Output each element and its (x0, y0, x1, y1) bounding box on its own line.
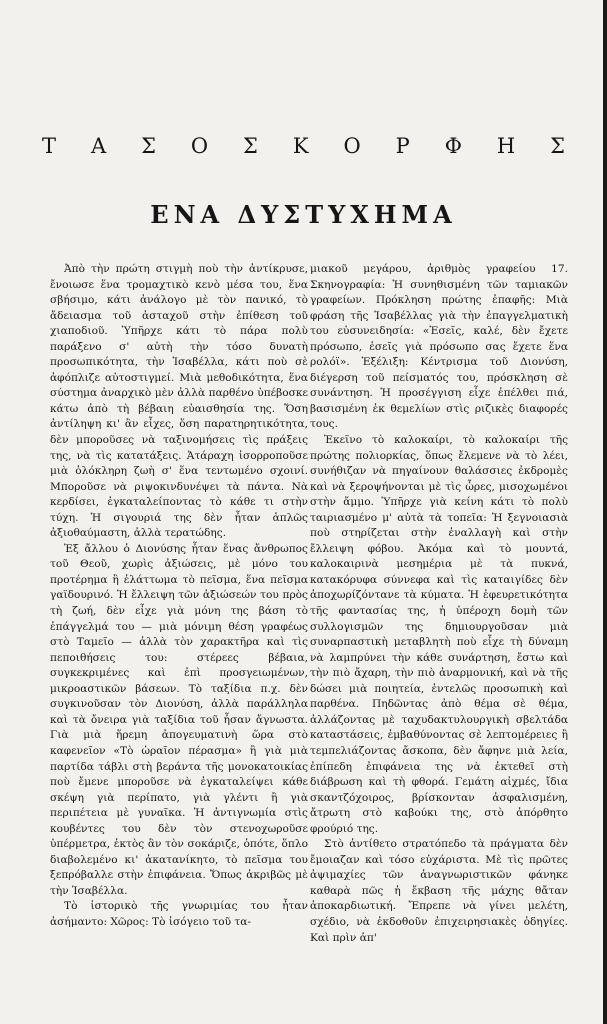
author-letter: Κ (292, 134, 309, 158)
paragraph: Ἐξ ἄλλου ὁ Διονύσης ἦταν ἕνας ἄνθρωπος τοῦ Θεοῦ, χωρὶς ἀξιώσεις, μὲ μόνο του προτέρημα ἢ ἐλάττωμα τὸ πεῖσμα, ἕνα πεῖσμα γαϊδουρινό. Ἡ ἔλλειψη τῶν ἀξιώσεών του πρὸς τὴ ζωή, δὲν εἶχε γιὰ μόνη της βάση τὸ ἐπάγγελμά του — μιὰ μόνιμη θέση γραφέως στὸ Ταμεῖο — ἀλλὰ τὸν χαρακτῆρα καὶ τὶς πεποιθήσεις του: στέρεες βέβαια, συγκεκριμένες καὶ ἐπὶ προσγειωμένων, μικροαστικῶν βάσεων. Τὸ ταξίδια π.χ. δὲν συγκινοῦσαν τὸν Διονύση, ἀλλὰ παράλληλα καὶ τὰ ὄνειρα γιὰ ταξίδια τοῦ ἦσαν ἄγνωστα. Γιὰ μιὰ ἥρεμη ἀπογευματινὴ ὥρα στὸ καφενεῖον «Τὸ ὡραῖον πέρασμα» ἢ γιὰ μιὰ παρτίδα τάβλι στὴ βεράντα τῆς μονοκατοικίας ποὺ ἔμενε μποροῦσε νὰ ἐγκαταλείψει κάθε σκέψη γιὰ περίπατο, γιὰ γλέντι ἢ γιὰ περιπέτεια μὲ γυναῖκα. Ἡ ἀντιγνωμία στὶς κουβέντες του δὲν τὸν στενοχωροῦσε ὑπέρμετρα, ἐκτὸς ἂν τὸν σοκάριζε, ὁπότε, ὅπλο διαβολεμένο κι' ἀκατανίκητο, τὸ πεῖσμα του ξεπρόβαλλε στὴν ἐπιφάνεια. Ὅπως ἀκριβῶς μὲ τὴν Ἰσαβέλλα. (50, 542, 308, 897)
author-letter: Σ (141, 134, 156, 158)
right-column (310, 262, 568, 946)
author-letter: Τ (42, 134, 57, 158)
paragraph: Τὸ ἱστορικὸ τῆς γνωριμίας του ἦταν ἀσήμαντο: Χῶρος: Τὸ ἰσόγειο τοῦ τα- (50, 900, 308, 928)
paragraph: Στὸ ἀντίθετο στρατόπεδο τὰ πράγματα δὲν ἔμοιαζαν καὶ τόσο εὐχάριστα. Μὲ τὶς πρῶτες ἀψιμαχίες τῶν ἀναγνωριστικῶν φάνηκε καθαρὰ πῶς ἡ ἔκβαση τῆς μάχης θἄταν ἀποκαρδιωτική. Ἔπρεπε νὰ γίνει μελέτη, σχέδιο, νὰ ἐκδοθοῦν ἐπιχειρησιακὲς ὁδηγίες. Καὶ πρὶν ἀπ' (310, 838, 568, 944)
author-letter: Ο (343, 134, 361, 158)
author-name (42, 134, 565, 158)
paragraph-continued: μιακοῦ μεγάρου, ἀριθμὸς γραφείου 17. Σκηνογραφία: Ἡ συνηθισμένη τῶν ταμιακῶν γραφείων. Πρόκληση πρώτης ἐπαφῆς: Μιὰ φράση τῆς Ἰσαβέλλας γιὰ τὴν ἐπαγγελματικὴ του εὐσυνειδησία: «Ἐσεῖς, καλέ, δὲν ἔχετε πρόσωπο, ἐσεῖς γιὰ πρόσωπο σας ἔχετε ἕνα ρολόϊ». Ἐξέλιξη: Κέντρισμα τοῦ Διονύση, διέγερση τοῦ πείσματός του, πρόσκληση σὲ συνάντηση. Ἡ προσέγγιση εἶχε ἐπέλθει πιά, βασισμένη ἐκ θεμελίων στὶς ριζικὲς διαφορές τους. (310, 263, 568, 431)
author-letter: Σ (550, 134, 565, 158)
author-letter: Η (496, 134, 516, 158)
page-edge (603, 0, 607, 1024)
author-letter: Φ (444, 134, 462, 158)
author-letter: Ρ (395, 134, 410, 158)
author-letter: Α (90, 134, 107, 158)
author-letter: Σ (243, 134, 258, 158)
left-column (50, 262, 308, 931)
author-letter: Ο (190, 134, 209, 158)
paragraph: Ἐκεῖνο τὸ καλοκαίρι, τὸ καλοκαίρι τῆς πρώτης πολιορκίας, ὅπως ἔλεμενε νὰ τὸ λέει, συνήθιζαν νὰ πηγαίνουν θαλάσσιες ἐκδρομὲς καὶ νὰ ξεροψήνονται μὲ τὶς ὧρες, μισοχωμένοι στὴν ἄμμο. Ὑπῆρχε γιὰ κείνη κάτι τὸ πολὺ ταιριασμένο μ' αὐτὰ τὰ τοπεῖα: Ἡ ξεγνοιασιὰ ποὺ στηρίζεται στὴν ἐναλλαγὴ καὶ στὴν ἔλλειψη φόβου. Ἀκόμα καὶ τὸ μουντά, καλοκαιρινὰ μεσημέρια μὲ τὰ πυκνά, κατακόρυφα σύννεφα καὶ τὶς καταιγίδες δὲν ἀποχωρίζόντανε τὰ κύματα. Ἡ ἐφευρετικότητα τῆς φαντασίας της, ἡ ὑπέροχη δομὴ τῶν συλλογισμῶν της δημιουργοῦσαν μιὰ συναρπαστικὴ μεταβλητὴ ποὺ εἶχε τὴ δύναμη νὰ λαμπρύνει τὴν κάθε συνάρτηση, ἔστω καὶ τὴν πιὸ ἄχαρη, τὴν πιὸ ἀναρμονική, καὶ νὰ τῆς δώσει μιὰ ποιητεία, ἐντελῶς προσωπικὴ καὶ παρθένα. Πηδῶντας ἀπὸ θέμα σὲ θέμα, ἀλλάζοντας μὲ ταχυδακτυλουργικὴ σβελτάδα καταστάσεις, ἐμβαθύνοντας σὲ λεπτομέρειες ἢ τεμπελιάζοντας ἄσκοπα, δὲν ἄφηνε μιὰ λεία, ἐπίπεδη ἐπιφάνεια της νὰ ἐκτεθεῖ στὴ διάβρωση καὶ τὴ φθορά. Γεμάτη αἰχμές, ἴδια σκαντζόχοιρος, βρίσκονταν ἀσφαλισμένη, ἄτρωτη στὸ καβούκι της, στὸ ἀπόρθητο φρούριό της. (310, 434, 568, 835)
paragraph: Ἀπὸ τὴν πρώτη στιγμὴ ποὺ τὴν ἀντίκρυσε, ἔνοιωσε ἕνα τρομαχτικὸ κενὸ μέσα του, ἕνα σβήσιμο, κάτι ἀνάλογο μὲ τὸν πανικό, τὸ ἄδειασμα τοῦ ἀσταχοῦ στὴν ἐπίθεση τοῦ χιαποδιοῦ. Ὑπῆρχε κάτι τὸ πάρα πολὺ παράξενο σ' αὐτὴ τὴν τόσο δυνατὴ προσωπικότητα, τὴν Ἰσαβέλλα, κάτι ποὺ σὲ ἀφόπλιζε αὐτοστιγμεί. Μιὰ μεθοδικότητα, ἕνα σύστημα ἀναρχικὸ μὲν ἀλλὰ παρθένο ὑπέβοσκε κάτω ἀπὸ τὴ βέβαιη εὐαισθησία της. Ὅση ἀντίληψη κι' ἂν εἶχες, ὅση παρατηρητικότητα, δὲν μποροῦσες νὰ ταξινομήσεις τὶς πράξεις της, νὰ τὶς κατατάξεις. Ἀτάραχη ἰσορροποῦσε μιὰ ὁλόκληρη ζωὴ σ' ἕνα τεντωμένο σχοινί. Μποροῦσε νὰ ριψοκινδυνέψει τὰ πάντα. Νὰ κερδίσει, ἐγκαταλείποντας τὸ κάθε τι στὴν τύχη. Ἡ σιγουριά της δὲν ἦταν ἁπλῶς ἀξιοθαύμαστη, ἀλλὰ τερατώδης. (50, 263, 308, 540)
story-title: ΕΝΑ ΔΥΣΤΥΧΗΜΑ (150, 200, 457, 229)
